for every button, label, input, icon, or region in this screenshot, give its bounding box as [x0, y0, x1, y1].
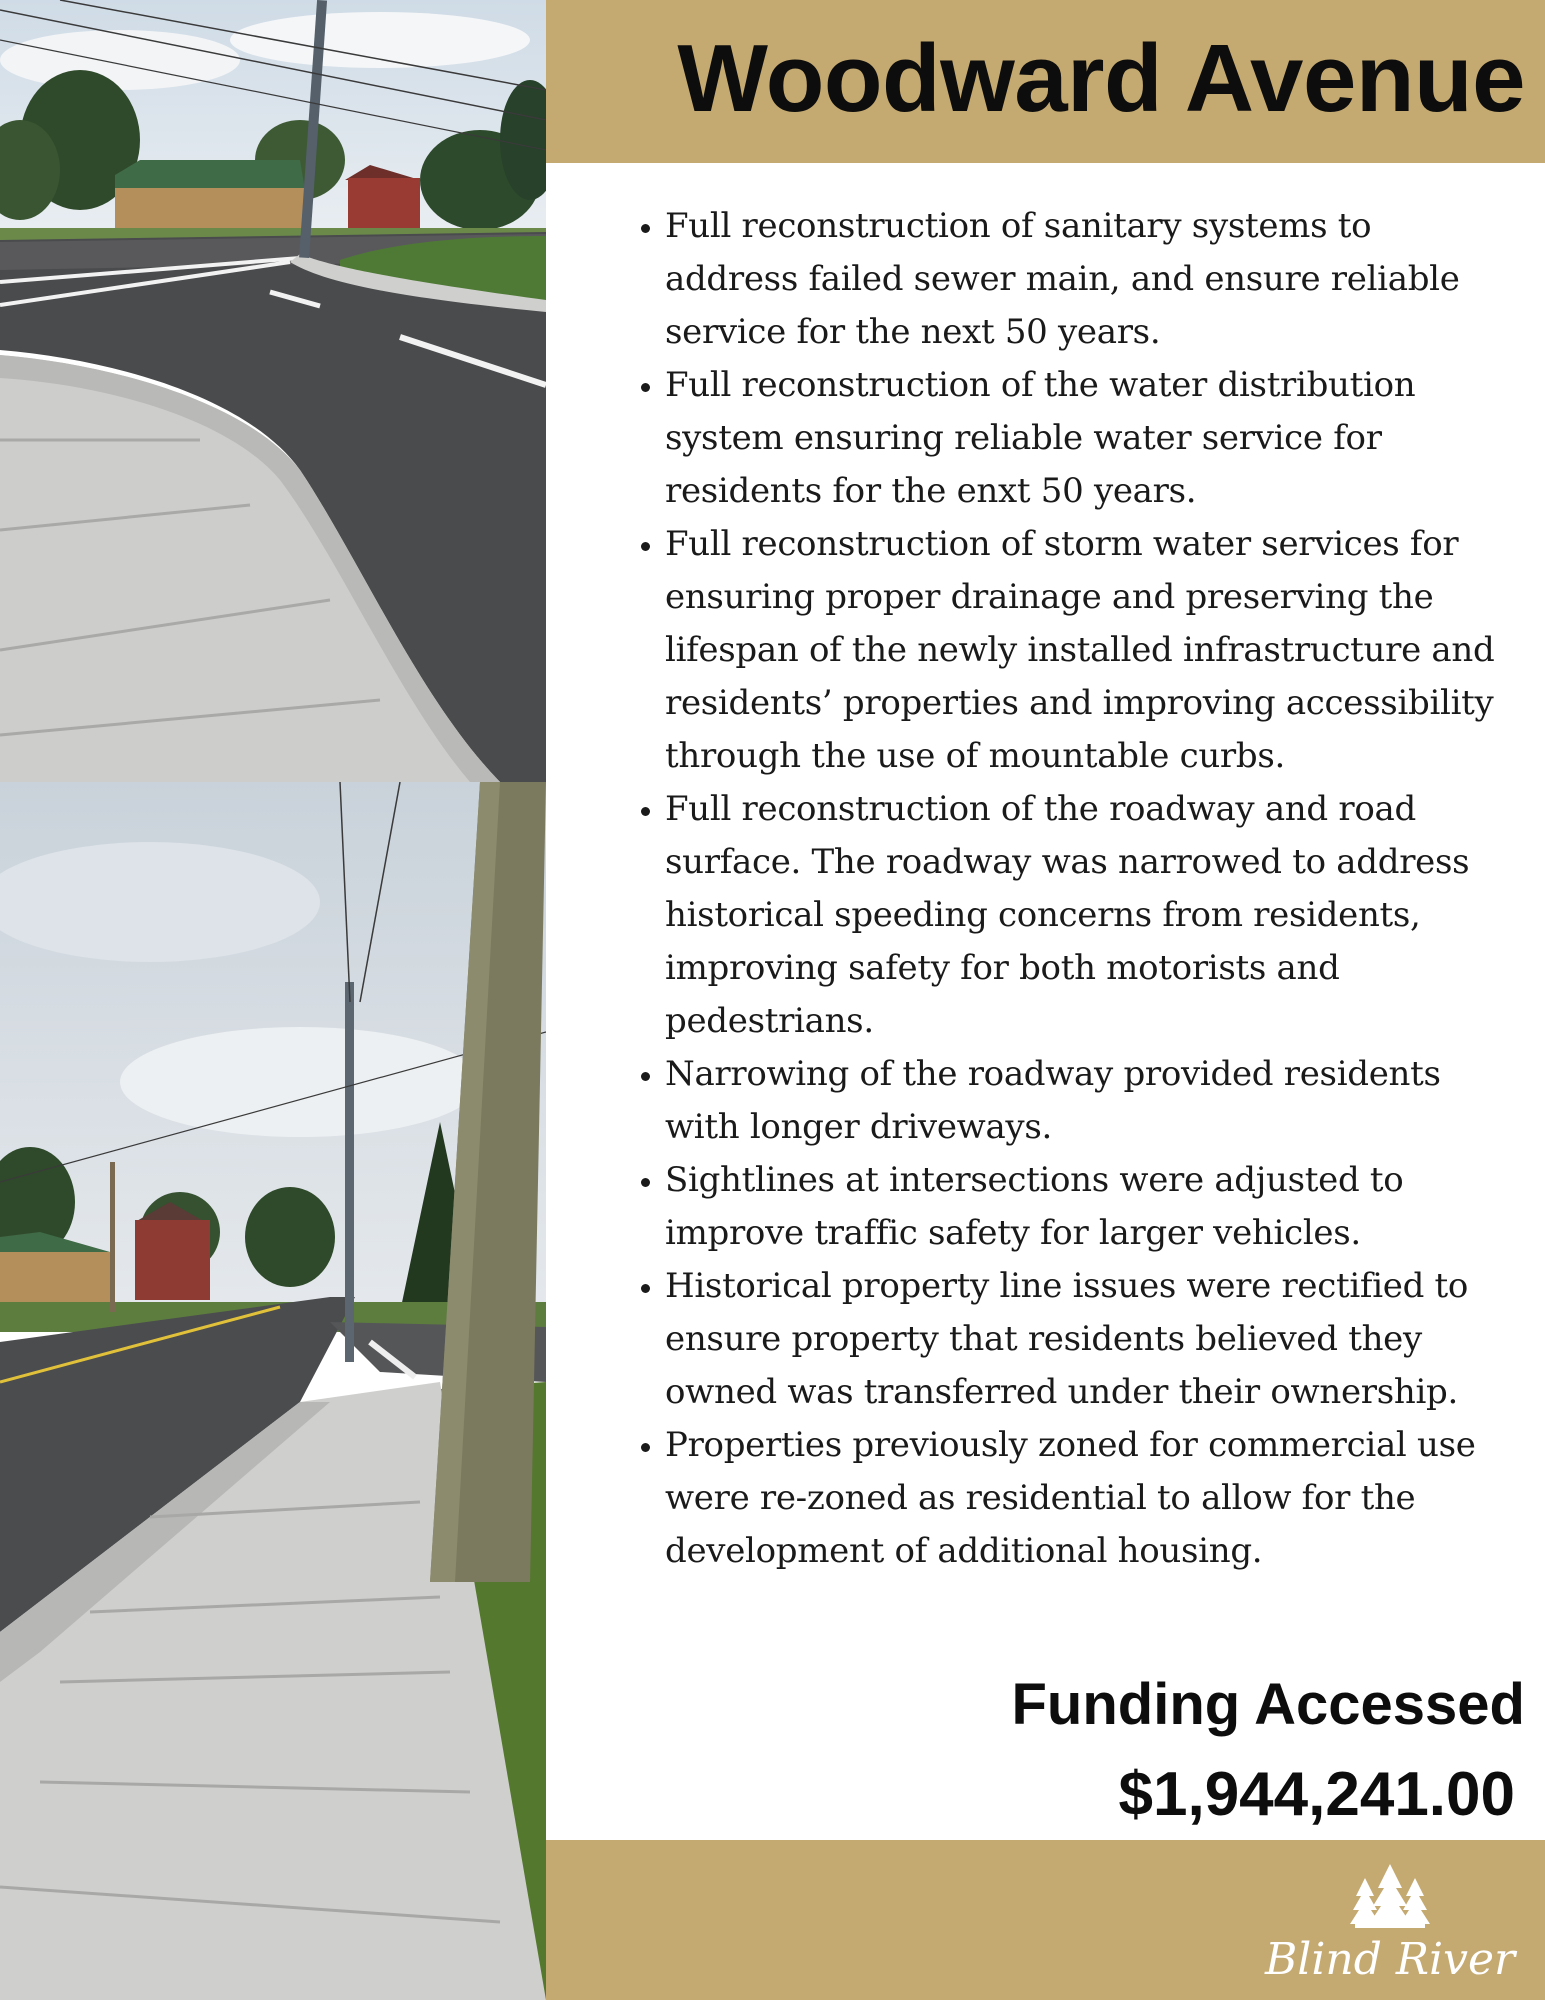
blind-river-logo	[1255, 1862, 1525, 1987]
funding-amount: $1,944,241.00	[1118, 1760, 1515, 1829]
street-photo-sidewalk	[0, 782, 546, 2000]
list-item: • Full reconstruction of storm water services for ensuring proper drainage and preserving the lifespan of the newly installed infrastructure and residents’ properties and improving accessibility through the use of mountable curbs.	[665, 518, 1495, 783]
project-details-list	[630, 200, 1495, 1578]
list-item: • Sightlines at intersections were adjusted to improve traffic safety for larger vehicles.	[665, 1154, 1495, 1260]
list-item: • Full reconstruction of the water distribution system ensuring reliable water service for residents for the enxt 50 years.	[665, 359, 1495, 518]
street-photo-curve	[0, 0, 546, 782]
footer-band	[546, 1840, 1545, 2000]
list-item: • Properties previously zoned for commercial use were re-zoned as residential to allow for the development of additional housing.	[665, 1419, 1495, 1578]
list-item: • Full reconstruction of the roadway and road surface. The roadway was narrowed to address historical speeding concerns from residents, improving safety for both motorists and pedestrians.	[665, 783, 1495, 1048]
list-item: • Full reconstruction of sanitary systems to address failed sewer main, and ensure reliable service for the next 50 years.	[665, 200, 1495, 359]
funding-label: Funding Accessed	[1011, 1672, 1525, 1737]
pine-trees-icon	[1345, 1862, 1435, 1934]
list-item: • Narrowing of the roadway provided residents with longer driveways.	[665, 1048, 1495, 1154]
page-title: Woodward Avenue	[677, 25, 1525, 132]
list-item: • Historical property line issues were rectified to ensure property that residents believed they owned was transferred under their ownership.	[665, 1260, 1495, 1419]
header-band	[546, 0, 1545, 163]
logo-text: Blind River	[1264, 1934, 1516, 1985]
